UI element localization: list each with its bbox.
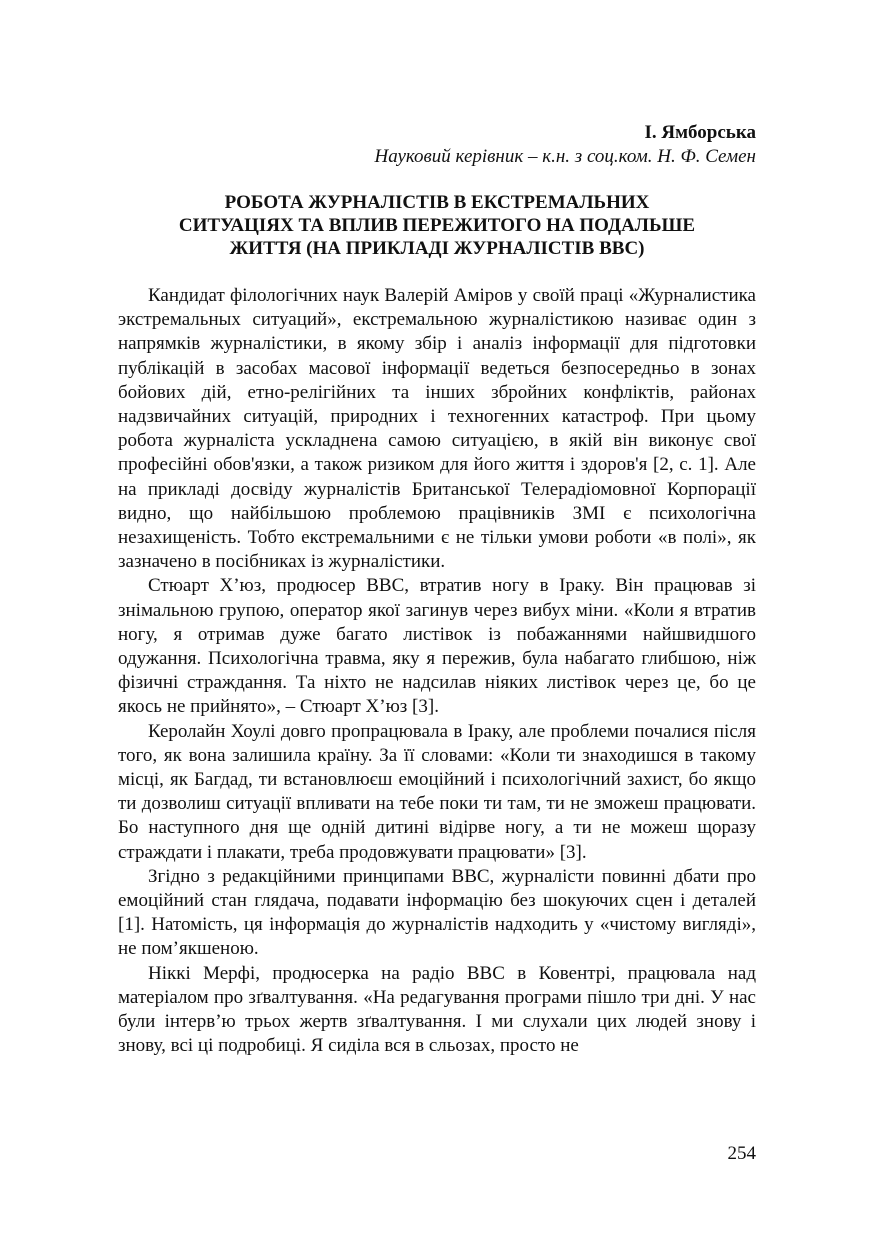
supervisor-line: Науковий керівник – к.н. з соц.ком. Н. Ф. Семен bbox=[374, 146, 756, 167]
document-page bbox=[118, 0, 756, 1240]
title-line-2: СИТУАЦІЯХ ТА ВПЛИВ ПЕРЕЖИТОГО НА ПОДАЛЬШЕ bbox=[178, 215, 696, 236]
author-name: І. Ямборська bbox=[644, 122, 756, 143]
title-line-1: РОБОТА ЖУРНАЛІСТІВ В ЕКСТРЕМАЛЬНИХ bbox=[224, 192, 650, 213]
paragraph-5: Ніккі Мерфі, продюсерка на радіо BBC в Ковентрі, працювала над матеріалом про зґвалтування. «На редагування програми пішло три дні. У нас були інтерв’ю трьох жертв зґвалтування. І ми слухали цих людей знову і знову, всі ці подробиці. Я сиділа вся в сльозах, просто не bbox=[118, 962, 756, 1057]
paragraph-2: Стюарт Х’юз, продюсер BBC, втратив ногу в Іраку. Він працював зі знімальною групою, оператор якої загинув через вибух міни. «Коли я втратив ногу, я отримав дуже багато листівок із побажаннями найшвидшого одужання. Психологічна травма, яку я пережив, була набагато глибшою, ніж фізичні страждання. Та ніхто не надсилав ніяких листівок через це, бо це якось не прийнято», – Стюарт Х’юз [3]. bbox=[118, 575, 756, 718]
paragraph-1: Кандидат філологічних наук Валерій Аміров у своїй праці «Журналистика экстремальных ситуаций», екстремальною журналістикою називає один з напрямків журналістики, в якому збір і аналіз інформації для підготовки публікацій в засобах масової інформації ведеться безпосередньо в зонах бойових дій, етно-релігійних та інших збройних конфліктів, районах надзвичайних ситуацій, природних і техногенних катастроф. При цьому робота журналіста ускладнена самою ситуацією, в якій він виконує свої професійні обов'язки, а також ризиком для його життя і здоров'я [2, с. 1]. Але на прикладі досвіду журналістів Британської Телерадіомовної Корпорації видно, що найбільшою проблемою працівників ЗМІ є психологічна незахищеність. Тобто екстремальними є не тільки умови роботи «в полі», як зазначено в посібниках із журналістики. bbox=[118, 285, 756, 573]
article-body bbox=[118, 284, 756, 1059]
title-line-3: ЖИТТЯ (НА ПРИКЛАДІ ЖУРНАЛІСТІВ BBC) bbox=[229, 238, 645, 259]
paragraph-3: Керолайн Хоулі довго пропрацювала в Іраку, але проблеми почалися після того, як вона залишила країну. За її словами: «Коли ти знаходишся в такому місці, як Багдад, ти встановлюєш емоційний і психологічний захист, бо якщо ти дозволиш ситуації впливати на тебе поки ти там, ти не зможеш працювати. Бо наступного дня ще одній дитині відірве ногу, а ти не можеш щоразу страждати і плакати, треба продовжувати працювати» [3]. bbox=[118, 720, 756, 863]
paragraph-4: Згідно з редакційними принципами BBC, журналісти повинні дбати про емоційний стан глядача, подавати інформацію без шокуючих сцен і деталей [1]. Натомість, ця інформація до журналістів надходить у «чистому вигляді», не пом’якшеною. bbox=[118, 865, 756, 960]
article-title bbox=[118, 191, 756, 260]
page-number: 254 bbox=[727, 1143, 756, 1164]
